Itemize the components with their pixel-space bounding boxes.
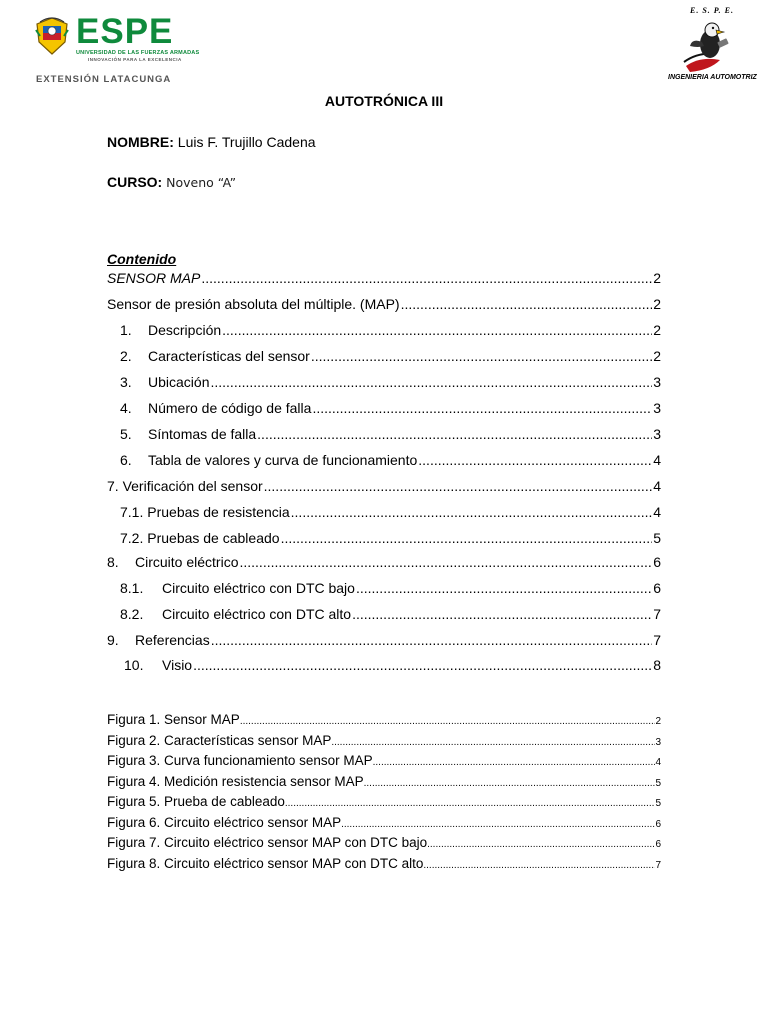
- toc-entry-title: Descripción: [148, 322, 222, 338]
- espe-shield-icon: [34, 16, 70, 56]
- figure-entry[interactable]: [107, 793, 661, 810]
- toc-entry[interactable]: [107, 269, 661, 287]
- toc-entry-title: 7. Verificación del sensor: [107, 478, 263, 494]
- toc-entry-page: 6: [653, 580, 661, 596]
- figure-entry[interactable]: [107, 711, 661, 728]
- toc-dot-leader: [222, 321, 652, 339]
- toc-entry-title: Tabla de valores y curva de funcionamiento: [148, 452, 418, 468]
- toc-entry-page: 8: [653, 657, 661, 673]
- toc-dot-leader: [418, 451, 652, 469]
- toc-entry-page: 7: [653, 606, 661, 622]
- figure-entry[interactable]: [107, 752, 661, 769]
- toc-dot-leader: [356, 579, 652, 597]
- toc-entry-page: 2: [653, 270, 661, 286]
- figure-entry-title: Figura 5. Prueba de cableado: [107, 794, 285, 809]
- toc-dot-leader: [257, 425, 652, 443]
- toc-entry-number: 4.: [120, 400, 132, 416]
- toc-entry[interactable]: [107, 553, 661, 571]
- figure-dot-leader: [331, 734, 655, 751]
- eagle-mascot-icon: [680, 16, 736, 74]
- ingenieria-automotriz-logo: [664, 6, 757, 86]
- toc-entry-number: 10.: [124, 657, 144, 673]
- toc-entry-title: Visio: [162, 657, 193, 673]
- toc-entry-title: Referencias: [135, 632, 210, 648]
- name-value: Luis F. Trujillo Cadena: [177, 134, 316, 150]
- toc-entry-page: 2: [653, 322, 661, 338]
- toc-dot-leader: [201, 269, 652, 287]
- toc-entry-title: Características del sensor: [148, 348, 310, 364]
- toc-entry-page: 4: [653, 452, 661, 468]
- toc-entry-number: 3.: [120, 374, 132, 390]
- figure-entry-title: Figura 7. Circuito eléctrico sensor MAP con DTC bajo: [107, 835, 428, 850]
- toc-entry-page: 2: [653, 348, 661, 364]
- toc-entry-page: 3: [653, 374, 661, 390]
- toc-entry-title: Número de código de falla: [148, 400, 312, 416]
- toc-entry-number: 8.1.: [120, 580, 144, 596]
- toc-entry-number: 1.: [120, 322, 132, 338]
- toc-entry[interactable]: [120, 451, 661, 469]
- toc-entry[interactable]: [120, 347, 661, 365]
- toc-entry-page: 3: [653, 426, 661, 442]
- figure-dot-leader: [423, 857, 655, 874]
- figure-entry[interactable]: [107, 834, 661, 851]
- figure-entry-title: Figura 4. Medición resistencia sensor MAP: [107, 773, 364, 789]
- toc-entry-page: 3: [653, 400, 661, 416]
- toc-entry-page: 4: [653, 504, 661, 520]
- toc-entry[interactable]: [107, 477, 661, 495]
- course-label: CURSO:: [107, 174, 163, 190]
- toc-entry[interactable]: [124, 656, 661, 674]
- espe-wordmark: ESPE: [76, 12, 174, 51]
- toc-entry-page: 4: [653, 478, 661, 494]
- toc-entry-number: 9.: [107, 632, 119, 648]
- figure-entry-page: 4: [655, 757, 661, 768]
- toc-dot-leader: [291, 503, 653, 521]
- toc-entry-number: 8.: [107, 554, 119, 570]
- toc-entry[interactable]: [120, 579, 661, 597]
- toc-entry-title: Ubicación: [148, 374, 210, 390]
- espe-extension: EXTENSIÓN LATACUNGA: [36, 74, 172, 85]
- toc-entry-title: Síntomas de falla: [148, 426, 257, 442]
- toc-entry[interactable]: [107, 631, 661, 649]
- espe-motto: INNOVACIÓN PARA LA EXCELENCIA: [88, 57, 182, 62]
- figure-entry-page: 2: [655, 716, 661, 727]
- toc-entry-title: Sensor de presión absoluta del múltiple. (MAP): [107, 296, 400, 312]
- toc-entry-title: Circuito eléctrico con DTC alto: [162, 606, 352, 622]
- figure-entry[interactable]: [107, 773, 661, 790]
- toc-entry-title: Circuito eléctrico con DTC bajo: [162, 580, 355, 596]
- toc-entry-page: 5: [653, 530, 661, 546]
- document-title: AUTOTRÓNICA III: [324, 93, 444, 109]
- figure-entry-page: 5: [655, 798, 661, 809]
- toc-entry-page: 2: [653, 296, 661, 312]
- toc-dot-leader: [239, 553, 652, 571]
- toc-entry[interactable]: [120, 529, 661, 547]
- figure-dot-leader: [373, 754, 656, 771]
- figure-entry-title: Figura 3. Curva funcionamiento sensor MAP: [107, 753, 373, 768]
- figure-entry[interactable]: [107, 855, 661, 872]
- toc-dot-leader: [281, 529, 653, 547]
- figure-entry-title: Figura 8. Circuito eléctrico sensor MAP con DTC alto: [107, 855, 424, 871]
- toc-dot-leader: [311, 347, 652, 365]
- toc-dot-leader: [193, 656, 652, 674]
- toc-entry-number: 2.: [120, 348, 132, 364]
- figure-entry[interactable]: [107, 814, 661, 831]
- toc-entry-number: 5.: [120, 426, 132, 442]
- student-name-field: [107, 134, 316, 150]
- auto-logo-bottom-text: INGENIERIA AUTOMOTRIZ: [668, 74, 757, 81]
- toc-entry-title: 7.2. Pruebas de cableado: [120, 530, 280, 546]
- toc-entry[interactable]: [120, 321, 661, 339]
- toc-dot-leader: [211, 631, 653, 649]
- auto-logo-top-text: E. S. P. E.: [690, 6, 734, 15]
- figure-entry-page: 5: [655, 777, 661, 789]
- toc-entry[interactable]: [120, 605, 661, 623]
- toc-entry-title: Circuito eléctrico: [135, 554, 239, 570]
- toc-dot-leader: [401, 295, 653, 313]
- toc-dot-leader: [312, 399, 652, 417]
- toc-entry-number: 6.: [120, 452, 132, 468]
- name-label: NOMBRE:: [107, 134, 174, 150]
- figure-entry-title: Figura 6. Circuito eléctrico sensor MAP: [107, 814, 342, 830]
- toc-entry-page: 7: [653, 632, 661, 648]
- figure-dot-leader: [427, 836, 655, 853]
- toc-entry[interactable]: [107, 295, 661, 313]
- figure-dot-leader: [364, 775, 656, 792]
- toc-entry[interactable]: [120, 399, 661, 417]
- figure-entry[interactable]: [107, 732, 661, 749]
- figure-entry-page: 6: [655, 818, 661, 830]
- figure-entry-page: 6: [655, 839, 661, 850]
- contents-heading: Contenido: [107, 251, 177, 267]
- toc-dot-leader: [352, 605, 652, 623]
- figure-entry-title: Figura 1. Sensor MAP: [107, 712, 240, 727]
- toc-entry-number: 8.2.: [120, 606, 144, 622]
- figure-dot-leader: [285, 795, 656, 812]
- espe-university-name: UNIVERSIDAD DE LAS FUERZAS ARMADAS: [76, 50, 200, 56]
- toc-dot-leader: [264, 477, 653, 495]
- espe-logo: [34, 12, 200, 85]
- course-value: Noveno “A”: [166, 175, 237, 190]
- figure-dot-leader: [341, 816, 655, 833]
- toc-entry[interactable]: [120, 503, 661, 521]
- toc-entry-title: SENSOR MAP: [107, 270, 201, 286]
- course-field: [107, 174, 236, 190]
- toc-entry[interactable]: [120, 373, 661, 391]
- toc-entry-title: 7.1. Pruebas de resistencia: [120, 504, 290, 520]
- toc-entry-page: 6: [653, 554, 661, 570]
- figure-entry-page: 7: [655, 859, 661, 871]
- toc-dot-leader: [210, 373, 652, 391]
- toc-entry[interactable]: [120, 425, 661, 443]
- figure-dot-leader: [240, 713, 656, 730]
- figure-entry-page: 3: [655, 736, 661, 748]
- figure-entry-title: Figura 2. Características sensor MAP: [107, 732, 332, 748]
